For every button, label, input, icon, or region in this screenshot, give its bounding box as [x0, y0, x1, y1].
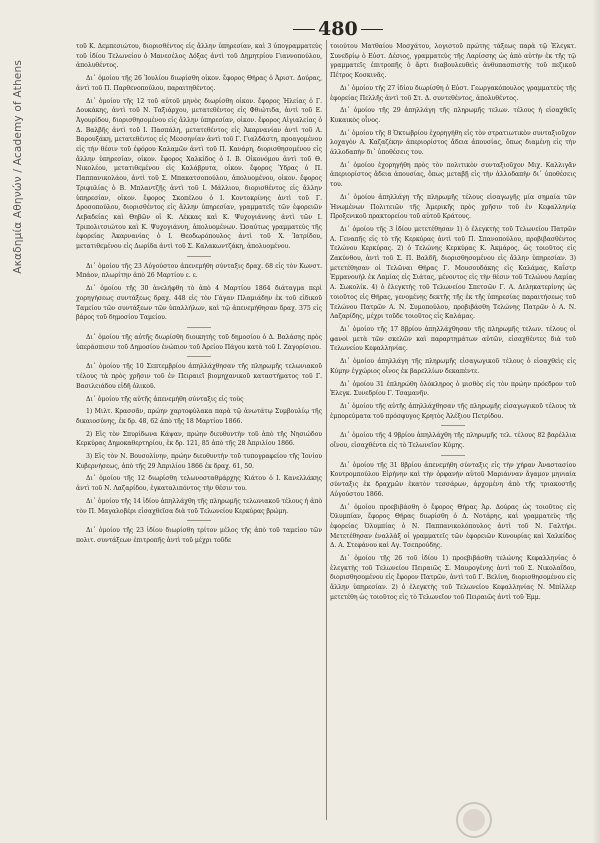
section-separator	[441, 425, 465, 426]
page-edge-shadow	[592, 0, 600, 843]
section-separator	[187, 520, 211, 521]
decree-paragraph: Δι᾽ ὁμοίου τῆς αὐτῆς διωρίσθη διοικητὴς τοῦ δημοσίου ὁ Δ. Βαλάσης πρὸς ὑπεράσπισιν τοῦ Δημοσίου ἐνώπιον τοῦ Ἀρείου Πάγου κατὰ τοῦ Ι. Ζαγορίσιου.	[76, 333, 322, 351]
decree-paragraph: Δι᾽ ὁμοίου τῆς 14 ἰδίου ἀπηλλάχθη τῆς πληρωμῆς τελωνιακοῦ τέλους ἡ ἀπὸ τὸν Π. Μαγαλοβέρι εἰσαχθεῖσα διὰ τοῦ Τελωνείου Κερκύρας βρώμη.	[76, 497, 322, 515]
decree-paragraph: Δι᾽ ὁμοίου τῆς 31 8βρίου ἀπενεμήθη σύνταξις εἰς τὴν χήραν Ἀναστασίου Κουτρομπούλου Εἰρήνην καὶ τὴν ὀρφανὴν αὐτοῦ Μαριάνναν ἄγαμον μηνιαία σύνταξις ἐκ δραχμῶν ἑκατὸν τεσσάρων, ἀρχομένη ἀπὸ τῆς τριακοστῆς Αὐγούστου 1866.	[330, 461, 576, 498]
decree-paragraph: 3) Εἰς τὸν Ν. Βουσολίνην, πρώην διευθυντὴν τοῦ τυπογραφείου τῆς Ἰονίου Κυβερνήσεως, ἀπὸ τῆς 29 Ἀπριλίου 1866 ἐκ δραχ. 61, 50.	[76, 453, 322, 470]
decree-paragraph: Δι᾽ ὁμοίου ἀπηλλάγη τῆς πληρωμῆς τέλους εἰσαγωγῆς μία σημαία τῶν Ἡνωμένων Πολιτειῶν τῆς Ἀμερικῆς πρὸς χρῆσιν τοῦ ἐν Κεφαλληνίᾳ Προξενικοῦ πρακτορείου τοῦ αὐτοῦ Κράτους.	[330, 193, 576, 221]
decree-paragraph: Δι᾽ ὁμοίου ἀπηλλάγη τῆς πληρωμῆς εἰσαγωγικοῦ τέλους ὁ εἰσαχθεὶς εἰς Κύμην ἐγχώριος οἶνος ἐκ βαρελλίων δεκαπέντε.	[330, 358, 576, 375]
library-stamp-seal	[454, 800, 494, 840]
section-separator	[441, 455, 465, 456]
column-divider	[326, 40, 327, 820]
decree-paragraph: Δι᾽ ὁμοίου τῆς 30 ἀνελήφθη τὸ ἀπὸ 4 Μαρτίου 1864 διάταγμα περὶ χορηγήσεως συντάξεως δραχ. 448 εἰς τὸν Γάγαν Πλαμιάδην ἐκ τοῦ εἰδικοῦ Ταμείου τῶν συντάξεων τῶν ὑπαλλήλων, καὶ τῷ ἀπενεμήθησαν δραχ. 375 εἰς βάρος τοῦ δημοσίου Ταμείου.	[76, 285, 322, 322]
decree-paragraph: Δι᾽ ὁμοίου τῆς 29 ἀπηλλάγη τῆς πληρωμῆς τελων. τέλους ἡ εἰσαχθεῖς Κυκαικὸς οἶνος.	[330, 107, 576, 124]
decree-paragraph: Δι᾽ ὁμοίου τῆς 12 τοῦ αὐτοῦ μηνὸς διωρίσθη οἰκον. ἔφορος Ἠλείας ὁ Γ. Δουκάκης, ἀντὶ τοῦ Ν. Ταξιάρχου, μετατεθέντος εἰς Φθιώτιδα, ἀντὶ τοῦ Ε. Ἀγουρίδου, διορισθησομένου εἰς ἄλλην ὑπηρεσίαν, οἰκον. ἔφορος Αἰγιαλείας ὁ Δ. Βαλβῆς ἀντὶ τοῦ Ι. Πασπάλη, μετατεθέντος εἰς Ἀκαρνανίαν ἀντὶ τοῦ Α. Βαρουξάκη, μετατεθέντος εἰς Μεσσηνίαν ἀντὶ τοῦ Γ. Γιαλδάστη, προαγομένου εἰς τὴν θέσιν τοῦ ἐφόρου Καλαμῶν ἀντὶ τοῦ Π. Κανάρη, διορισθησομένου εἰς ἄλλην ὑπηρεσίαν, οἰκον. ἔφορος Χαλκίδος ὁ Ι. Β. Οἰκονόμου ἀντὶ τοῦ Θ. Νικολέου, μετατιθεμένου εἰς Καλάβρυτα, οἰκον. ἔφορος Ὑδρας ὁ Π. Παππανικολάου, ἀντὶ τοῦ Σ. Μπακατσοπούλου, ἀπολυομένου, οἰκον. ἔφορος Τριφυλίας ὁ Β. Μπλαντζῆς ἀντὶ τοῦ Ι. Μάλλιου, διορισθέντος εἰς ἄλλην ὑπηρεσίαν, οἰκον. ἔφορος Σκοπέλου ὁ Ι. Κοντοκρίνης ἀντὶ τοῦ Γ. Δροσοπούλου, διορισθέντος εἰς ἄλλην ὑπηρεσίαν, γραμματεῖς τῶν ἐφορειῶν Λεβαδείας καὶ Θηβῶν οἱ Κ. Λέκκας καὶ Κ. Ψυχογιάννης ἀντὶ τῶν Ι. Τριπολιτσιώτου καὶ Κ. Ψυχογιάννη, ἀπολυομένων. Ὡσαύτως γραμματεὺς τῆς ἐφορείας Ἀκαρνανίας ὁ Ι. Θεοδωρόπουλος ἀντὶ τοῦ Χ. Ἰατρίδου, μετατιθεμένου εἰς Δωρίδα ἀντὶ τοῦ Σ. Καλακωντζάκη, ἀπολυομένου.	[76, 97, 322, 251]
decree-paragraph: Δι᾽ ὁμοίου προεβιβάσθη ὁ ἔφορος Θήρας Ἀρ. Δούρας ὡς τοιοῦτος εἰς Ὀλυμπίαν, ἔφορος Θήρας διωρίσθη ὁ Δ. Νοτάρης, καὶ γραμματεὺς τῆς ἐφορείας Ὀλυμπίας ὁ Ν. Παππανικολόπουλος ἀντὶ τοῦ Ν. Γαλτήρι. Μετετέθησαν ἐναλλὰξ οἱ γραμματεῖς τῶν ἐφορειῶν Κυνουρίας καὶ Χαλκίδος Δ. Α. Στεφάνου καὶ Αγ. Τσεπρούδης.	[330, 503, 576, 550]
decree-paragraph: 2) Εἰς τὸν Σπυρίδωνα Κάψαν, πρώην διευθυντὴν τοῦ ἀπὸ τῆς Νησιώδου Κερκύρας Δημοκαθερτηρίου, ἐκ δρ. 121, 85 ἀπὸ τῆς 28 Ἀπριλίου 1866.	[76, 430, 322, 448]
decree-paragraph: Δι᾽ ὁμοίου τῆς αὐτῆς ἀπενεμήθη σύνταξις εἰς τοὺς	[86, 395, 244, 403]
archive-watermark: Ακαδημία Αθηνών / Academy of Athens	[12, 60, 24, 274]
decree-paragraph: Δι᾽ ὁμοίου τῆς 23 ἰδίου διωρίσθη τρίτον μέλος τῆς ἀπὸ τοῦ ταμείου τῶν πολιτ. συντάξεων ἐπιτροπῆς ἀντὶ τοῦ μέχρι τοῦδε	[76, 527, 322, 544]
decree-paragraph: τοιούτου Ματθαίου Μοσχάτου, λογιστοῦ πρώτης τάξεως παρὰ τῷ Ἐλεγκτ. Συνεδρίῳ ὁ Εὐστ. Δέσιος, γραμματεὺς τῆς Λαρίσσης ὡς ἀπὸ αὐτὴν ἐκ τῆς τῷ γραμματεῖς ἐπιτροπῆς ὁ ἄρτι διαβουλευθεὶς ἀνθυπασπιστὴς τοῦ πεζικοῦ Πέτρος Κοσκινᾶς.	[330, 43, 576, 80]
decree-paragraph: Δι᾽ ὁμοίου τῆς 4 9βρίου ἀπηλλάχθη τῆς πληρωμῆς τελ. τέλους 82 βαρέλλια οἴνου, εἰσαχθέντα εἰς τὸ Τελωνεῖον Κύμης.	[330, 432, 576, 450]
decree-paragraph: Δι᾽ ὁμοίου ἐχορηγήθη πρὸς τὸν πολιτικὸν συνταξιοῦχον Μιχ. Καλλιγᾶν ἀπεριορίστος ἄδεια ἀπουσίας, ὅπως μεταβῇ εἰς τὴν ἀλλοδαπὴν δι᾽ ὑποθέσεις του.	[330, 161, 576, 189]
decree-paragraph: Δι᾽ ὁμοίου τῆς 10 Σεπτεμβρίου ἀπηλλάχθησαν τῆς πληρωμῆς τελωνιακοῦ τέλους τὰ πρὸς χρῆσιν τοῦ ἐν Πειραιεῖ βιομηχανικοῦ καταστήματος τοῦ Γ. Βασιλειάδου εἰδῆ ὀλικοῦ.	[76, 363, 322, 390]
section-separator	[187, 256, 211, 257]
decree-paragraph: τοῦ Κ. Δεμπεσιώτου, διορισθέντος εἰς ἄλλην ὑπηρεσίαν, καὶ 3 ὑπογραμματεὺς τοῦ ἰδίου Τελωνείου ὁ Μανεσέλος Δόξας ἀντὶ τοῦ Δημητρίου Γιαννοπούλου, ἀπολυθέντος.	[76, 43, 322, 70]
decree-paragraph: Δι᾽ ὁμοίου τῆς 27 ἰδίου διωρίσθη ὁ Εὐστ. Γεωργακόπουλος γραμματεὺς τῆς ἐφορείας Πελλῆς ἀντὶ τοῦ Στ. Δ. συντεθέντος, ἀπολυθέντος.	[330, 84, 576, 102]
decree-paragraph: Δι᾽ ὁμοίου τῆς 23 Αὐγούστου ἀπενεμήθη σύνταξις δραχ. 68 εἰς τὸν Κωνστ. Μπάον, πλωρίτην ἀπὸ 26 Μαρτίου ε. ε.	[76, 262, 322, 280]
decree-paragraph: Δι᾽ ὁμοίου τῆς 3 ἰδίου μετετέθησαν 1) ὁ ἐλεγκτὴς τοῦ Τελωνείου Πατρῶν Α. Γεναπῆς εἰς τὸ τῆς Κερκύρας ἀντὶ τοῦ Π. Σπανοπούλου, προβιβασθέντος Τελώνου Κερκύρας. 2) ὁ Τελώνης Κερκύρας Κ. Ἀκμάρος, ὡς τοιοῦτος εἰς Ζακύνθου, ἀντὶ τοῦ Σ. Π. Βαλδῆ, διορισθησομένου εἰς ἄλλην ὑπηρεσίαν. 3) μετετέθησαν οἱ Τελῶναι Θήρας Γ. Μουσουδάκης εἰς Καλάμας, Καΐστρ Ἐμμανουὴλ ἐκ Λαμίας εἰς Σιάτας, μένοντος εἰς τὴν θέσιν τοῦ Τελώνου Λαμίας Α. Σωκολίκ. 4) ὁ ἐλεγκτὴς τοῦ Τελωνείου Σπετσῶν Γ. Α. Δεληκατερίνης ὡς τοιοῦτος εἰς Θήρας, γενομένης δεκτῆς τῆς ἐκ τῆς ὑπηρεσίας παραιτήσεως τοῦ Τελώνου Πατρῶν Α. Ν. Συμοπούλου, προβιβάσθη Τελώνης Πατρῶν ὁ Α. Ν. Λαζαρίδης, μέχρι τοῦδε τοιοῦτος εἰς Καλάμας.	[330, 225, 576, 321]
decree-paragraph: Δι᾽ ὁμοίου τῆς 17 8βρίου ἀπηλλάχθησαν τῆς πληρωμῆς τελων. τέλους οἱ φανοὶ μετὰ τῶν σκελῶν καὶ παραρτημάτων αὐτῶν, εἰσαχθέντες διὰ τοῦ Τελωνείου Κεφαλληνίας.	[330, 325, 576, 353]
decree-paragraph: Δι᾽ ὁμοίου τῆς αὐτῆς ἀπηλλάχθησαν τῆς πληρωμῆς εἰσαγωγικοῦ τέλους τὰ ἐμπορεύματα τοῦ πρόσφυγος Κρητὸς Ἀλέξιου Πετρίδου.	[330, 402, 576, 420]
decree-paragraph: Δι᾽ ὁμοίου τῆς 26 τοῦ ἰδίου 1) προεβιβάσθη τελώνης Κεφαλληνίας ὁ ἐλεγκτὴς τοῦ Τελωνείου Πειραιῶς Σ. Μαυρογένης ἀντὶ τοῦ Σ. Νικολαΐδου, διορισθησομένου εἰς ἔφορον Πατρῶν, ἀντὶ τοῦ Γ. Βελίνη, διορισθησομένου εἰς ἄλλην ὑπηρεσίαν. 2) ὁ ἐλεγκτὴς τοῦ Τελωνείου Κεφαλληνίας Ν. Μπίλλερ μετετέθη ὡς τοιοῦτος εἰς τὸ Τελωνεῖον τοῦ Πειραιῶς ἀντὶ τοῦ Ἐμμ.	[330, 555, 576, 601]
decree-paragraph: Δι᾽ ὁμοίου τῆς 12 διωρίσθη τελωνοσταθμάρχης Κιάτου ὁ Ι. Κανελλάκης ἀντὶ τοῦ Ν. Λαζαρίδου, ἐγκαταλιπόντος τὴν θέσιν του.	[76, 475, 322, 493]
decree-paragraph: 1) Μιλτ. Κρασσᾶν, πρώην χαρτοφύλακα παρὰ τῷ ἀνωτάτῳ Συμβουλίῳ τῆς δικαιοσύνης, ἐκ δρ. 48, 62 ἀπὸ τῆς 18 Μαρτίου 1866.	[76, 408, 322, 425]
page-number: 480	[318, 18, 358, 40]
decree-paragraph: Δι᾽ ὁμοίου τῆς 26 Ἰουλίου διωρίσθη οἰκον. ἔφορος Θήρας ὁ Ἀριστ. Δούρας, ἀντὶ τοῦ Π. Παρθενοπούλου, παραιτηθέντος.	[76, 75, 322, 92]
section-separator	[187, 356, 211, 357]
left-text-column	[76, 42, 322, 549]
right-text-column	[330, 42, 576, 606]
decree-paragraph: Δι᾽ ὁμοίου τῆς 8 Ὀκτωβρίου ἐχορηγήθη εἰς τὸν στρατιωτικὸν συνταξιοῦχον λοχαγὸν Α. Καζαζέκην ἀπεριορίστος ἄδεια ἀπουσίας, ὅπως διαμένῃ εἰς τὴν ἀλλοδαπὴν δι᾽ ὑποθέσεις του.	[330, 129, 576, 157]
section-separator	[187, 327, 211, 328]
decree-paragraph: Δι᾽ ὁμοίου 31 ἐπληρώθη ὁλόκληρος ὁ μισθὸς εἰς τὸν πρώην πρόεδρον τοῦ Ἐλεγκ. Συνεδρίου Γ. Τσαμανῆν.	[330, 380, 576, 398]
